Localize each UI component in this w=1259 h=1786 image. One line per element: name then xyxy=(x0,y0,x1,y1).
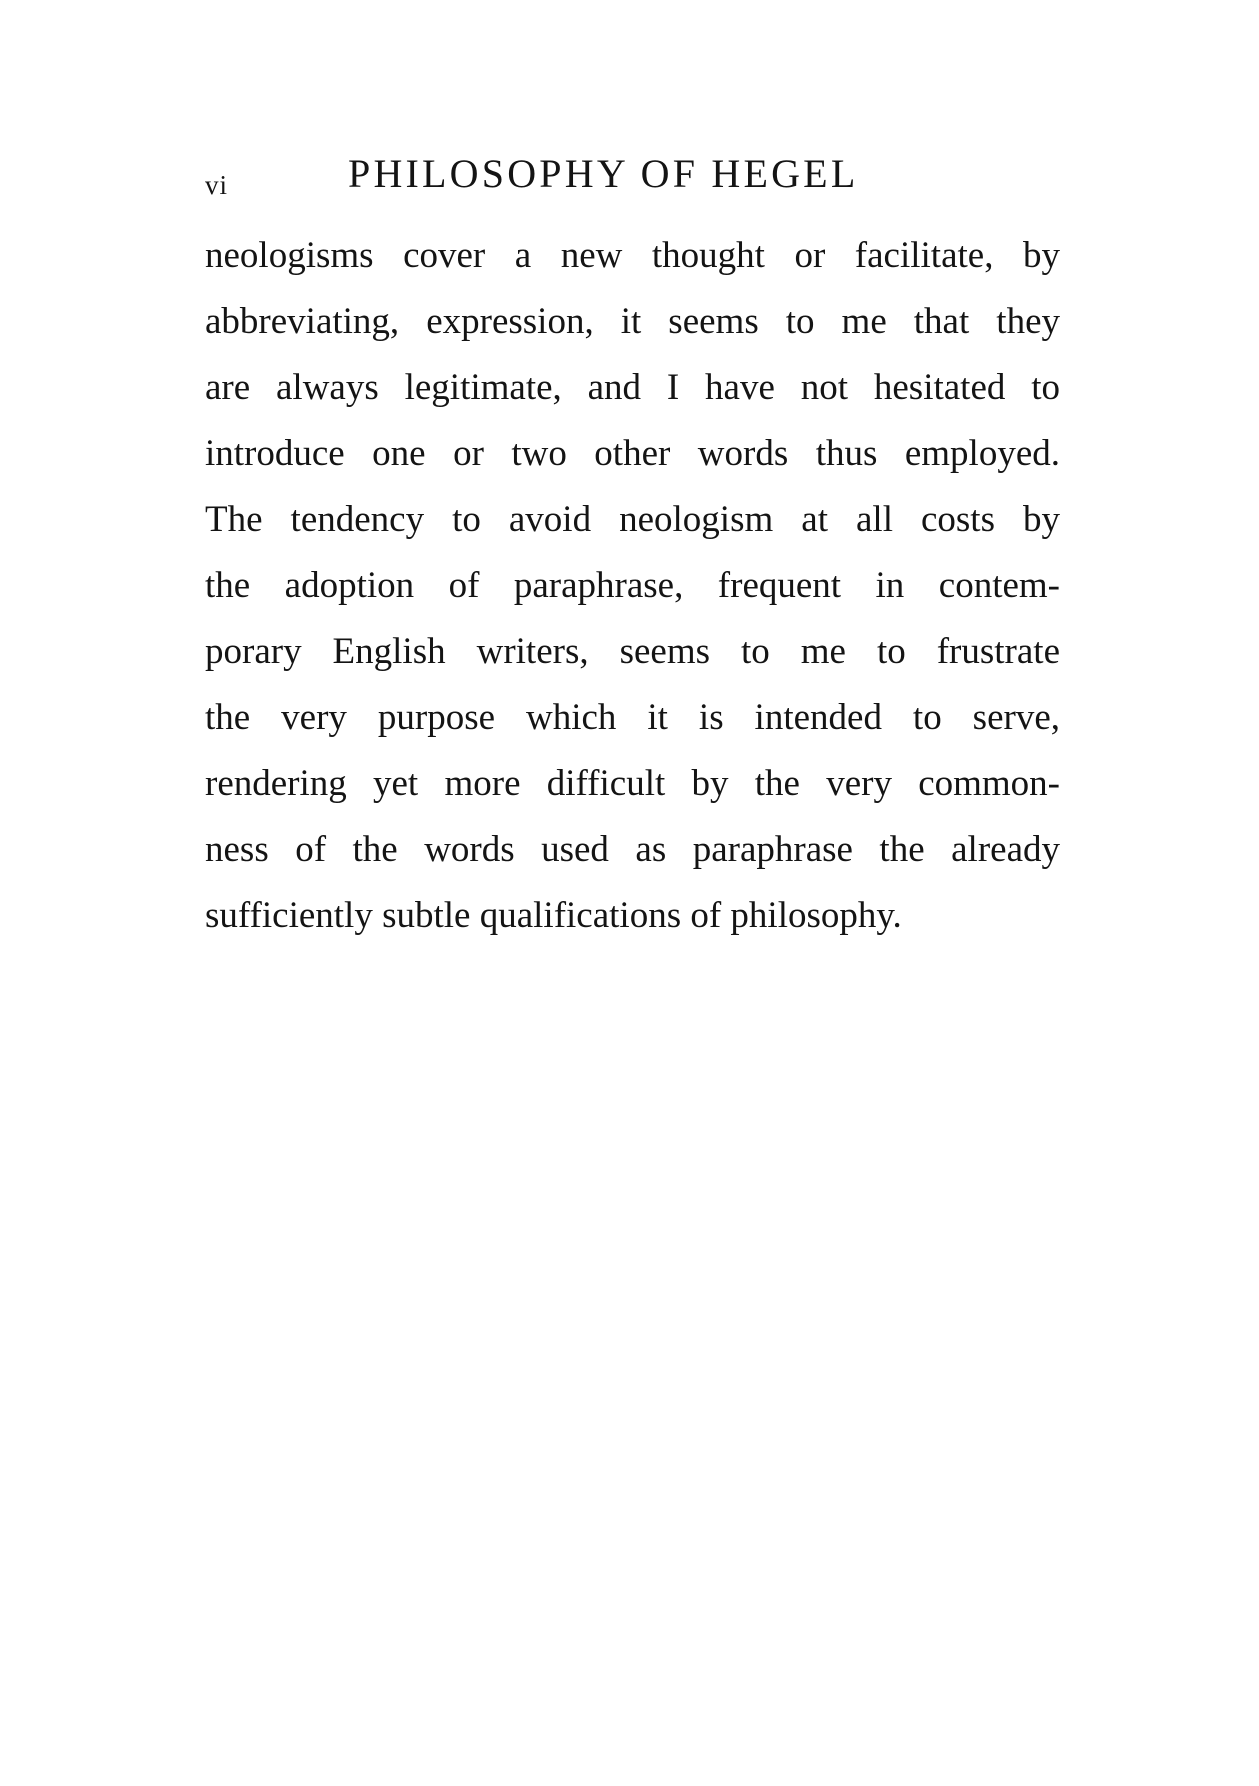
text-line: the adoption of paraphrase, frequent in contem- xyxy=(205,565,1060,606)
text-line: porary English writers, seems to me to frustrate xyxy=(205,631,1060,672)
text-line: sufficiently subtle qualifications of philosophy. xyxy=(205,895,902,936)
text-line: The tendency to avoid neologism at all costs by xyxy=(205,499,1060,540)
text-line: neologisms cover a new thought or facilitate, by xyxy=(205,235,1060,276)
text-line: rendering yet more difficult by the very common- xyxy=(205,763,1060,804)
text-line: are always legitimate, and I have not hesitated to xyxy=(205,367,1060,408)
text-line: the very purpose which it is intended to serve, xyxy=(205,697,1060,738)
running-title: PHILOSOPHY OF HEGEL xyxy=(348,151,859,196)
text-line: abbreviating, expression, it seems to me that they xyxy=(205,301,1060,342)
body-paragraph xyxy=(205,223,1060,949)
text-line: ness of the words used as paraphrase the already xyxy=(205,829,1060,870)
running-head xyxy=(205,150,1065,210)
page-number: vi xyxy=(205,170,229,200)
text-line: introduce one or two other words thus employed. xyxy=(205,433,1060,474)
